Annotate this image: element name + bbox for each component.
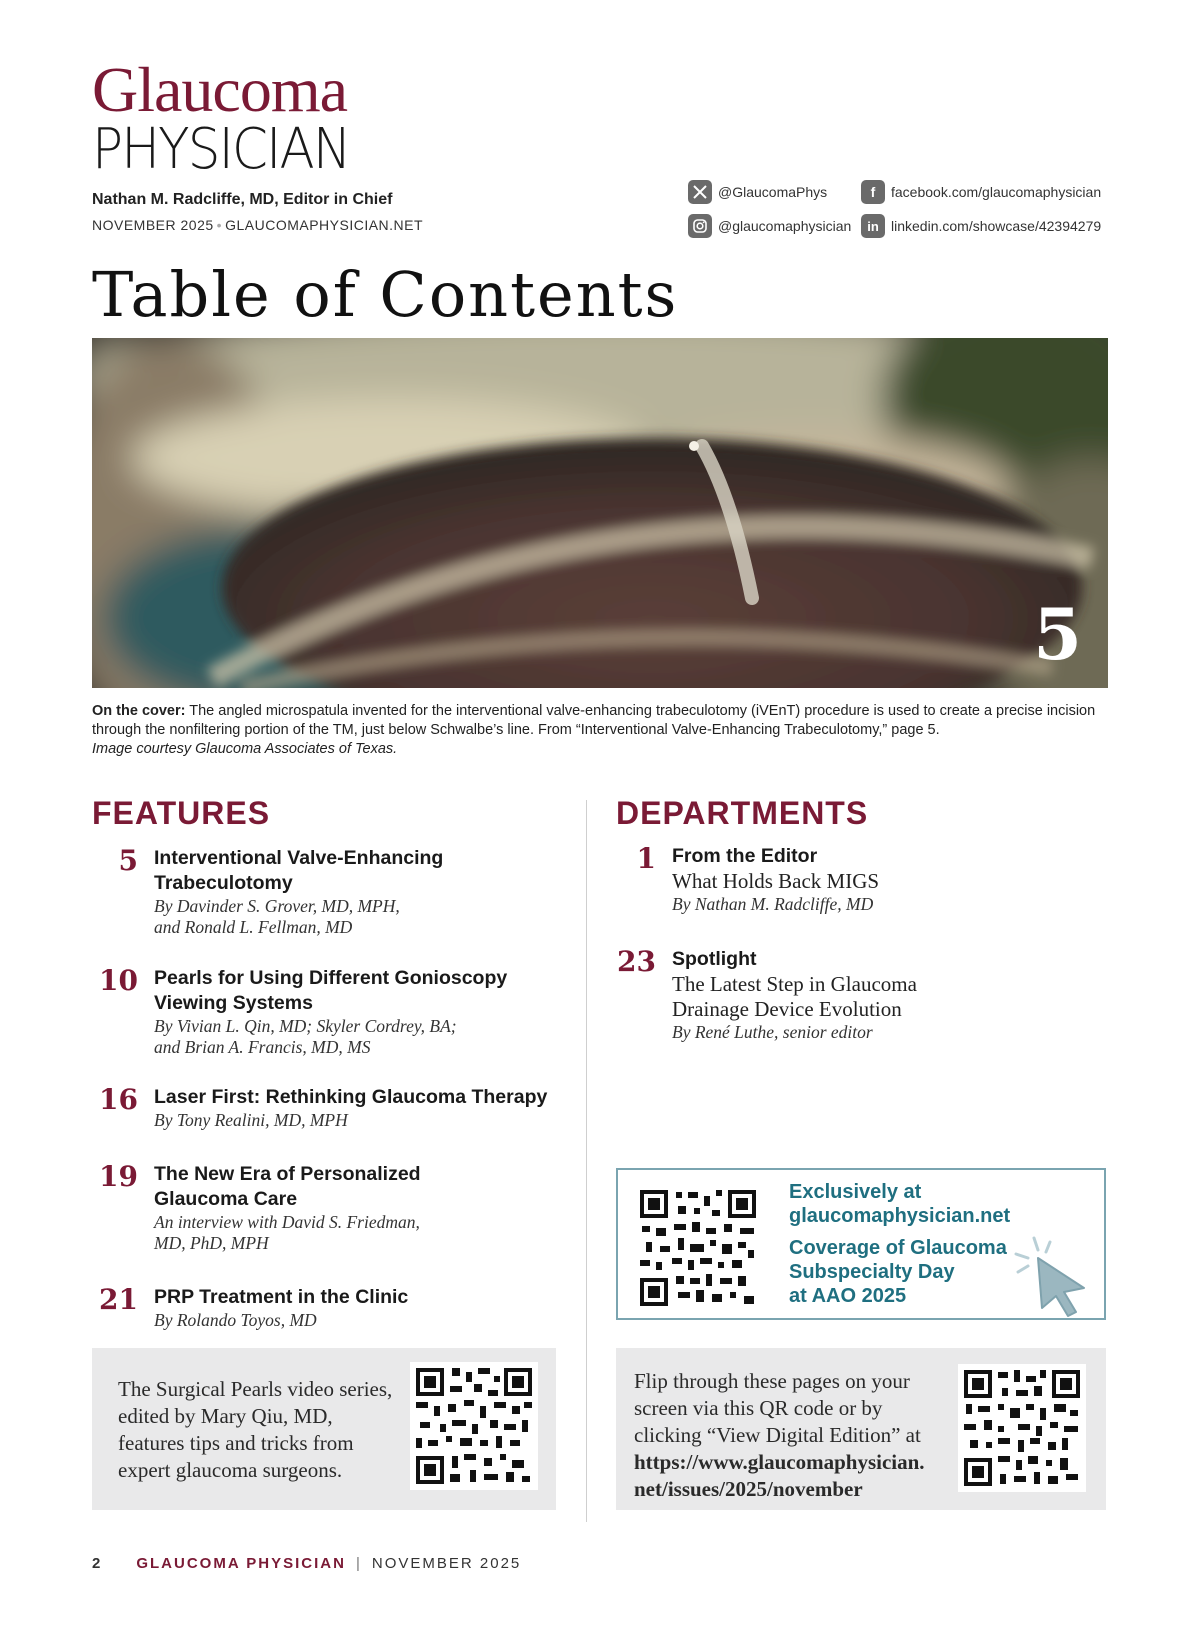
cover-eye-photo [92, 338, 1108, 688]
feature-page: 21 [99, 1283, 138, 1316]
features-heading: FEATURES [92, 795, 271, 831]
feature-byline: An interview with David S. Friedman, [154, 1212, 420, 1232]
promo-line: expert glaucoma surgeons. [118, 1458, 343, 1482]
digital-edition-url[interactable]: net/issues/2025/november [634, 1477, 863, 1501]
web-desc-line: Coverage of Glaucoma [789, 1237, 1007, 1259]
feature-title: The New Era of Personalized [154, 1163, 421, 1185]
feature-page: 5 [118, 844, 138, 877]
feature-title: Laser First: Rethinking Glaucoma Therapy [154, 1086, 548, 1108]
web-exclusive-heading [789, 1180, 1010, 1228]
editor-in-chief: Nathan M. Radcliffe, MD, Editor in Chief [92, 191, 393, 208]
qr-code-icon[interactable] [638, 1188, 758, 1308]
feature-item[interactable] [92, 966, 512, 1058]
qr-code-icon[interactable] [410, 1362, 538, 1490]
social-x[interactable] [688, 180, 827, 204]
digital-edition-url[interactable]: https://www.glaucomaphysician. [634, 1450, 925, 1474]
feature-title: Interventional Valve-Enhancing [154, 847, 444, 869]
department-item[interactable] [610, 947, 1030, 1043]
social-instagram[interactable] [688, 214, 851, 238]
caption-credit: Image courtesy Glaucoma Associates of Texas. [92, 741, 398, 757]
caption-text: The angled microspatula invented for the interventional valve-enhancing trabeculotomy (iVEnT) procedure is used to create a precise incision through the nonfiltering portion of the TM, just below Schwalbe’s line. From “Interventional Valve-Enhancing Trabeculotomy,” page 5. [92, 703, 1096, 738]
feature-byline: MD, PhD, MPH [154, 1233, 269, 1253]
web-exclusive-description [789, 1236, 1007, 1308]
feature-page: 19 [99, 1160, 138, 1193]
feature-title: Viewing Systems [154, 992, 313, 1014]
department-title: From the Editor [672, 845, 818, 867]
footer-magazine-name: GLAUCOMA PHYSICIAN [136, 1555, 346, 1572]
feature-title: PRP Treatment in the Clinic [154, 1286, 409, 1308]
promo-line: screen via this QR code or by [634, 1396, 883, 1420]
logo-physician: PHYSICIAN [92, 117, 350, 182]
web-desc-line: at AAO 2025 [789, 1285, 907, 1307]
feature-item[interactable] [92, 846, 512, 938]
feature-byline: and Ronald L. Fellman, MD [154, 917, 353, 937]
promo-line: The Surgical Pearls video series, [118, 1377, 393, 1401]
cursor-click-icon [1014, 1236, 1100, 1320]
facebook-icon: f [861, 180, 885, 204]
social-linkedin[interactable] [861, 214, 1101, 238]
issue-line: NOVEMBER 2025 • GLAUCOMAPHYSICIAN.NET [92, 217, 424, 233]
promo-line: Flip through these pages on your [634, 1369, 910, 1393]
feature-item[interactable] [92, 1285, 512, 1331]
surgical-pearls-text [118, 1376, 392, 1484]
footer-page-number: 2 [92, 1555, 103, 1572]
cover-image [92, 338, 1108, 688]
feature-page: 16 [99, 1083, 138, 1116]
issue-date: NOVEMBER 2025 [92, 217, 214, 233]
department-byline: By Nathan M. Radcliffe, MD [672, 894, 874, 914]
social-facebook[interactable] [861, 180, 1101, 204]
department-title: Spotlight [672, 948, 757, 970]
social-linkedin-url: linkedin.com/showcase/42394279 [891, 218, 1102, 234]
digital-edition-promo[interactable] [616, 1348, 1106, 1510]
feature-page: 10 [99, 964, 138, 997]
cover-caption [92, 702, 1108, 759]
instagram-icon [688, 214, 712, 238]
promo-line: edited by Mary Qiu, MD, [118, 1404, 333, 1428]
feature-item[interactable] [92, 1085, 572, 1131]
qr-code-icon[interactable] [958, 1364, 1086, 1492]
surgical-pearls-promo[interactable] [92, 1348, 556, 1510]
social-instagram-handle: @glaucomaphysician [718, 218, 852, 234]
feature-item[interactable] [92, 1162, 512, 1254]
footer-divider: | [355, 1555, 362, 1572]
feature-title: Glaucoma Care [154, 1188, 298, 1210]
column-divider [586, 800, 587, 1522]
department-subtitle: What Holds Back MIGS [672, 869, 880, 893]
page-title: Table of Contents [92, 258, 679, 331]
social-x-handle: @GlaucomaPhys [718, 184, 828, 200]
feature-byline: By Rolando Toyos, MD [154, 1310, 317, 1330]
department-page: 1 [636, 842, 656, 875]
departments-heading: DEPARTMENTS [616, 795, 869, 831]
promo-line: features tips and tricks from [118, 1431, 354, 1455]
caption-label: On the cover: [92, 703, 186, 719]
page-footer [92, 1555, 521, 1572]
feature-title: Pearls for Using Different Gonioscopy [154, 967, 508, 989]
website[interactable]: GLAUCOMAPHYSICIAN.NET [225, 217, 424, 233]
feature-byline: By Davinder S. Grover, MD, MPH, [154, 896, 400, 916]
footer-issue: NOVEMBER 2025 [371, 1555, 522, 1572]
department-subtitle: The Latest Step in Glaucoma [672, 972, 917, 996]
department-subtitle: Drainage Device Evolution [672, 997, 902, 1021]
web-heading-line: Exclusively at [789, 1181, 922, 1203]
feature-byline: By Tony Realini, MD, MPH [154, 1110, 348, 1130]
digital-edition-text [634, 1368, 925, 1503]
promo-line: clicking “View Digital Edition” at [634, 1423, 921, 1447]
feature-byline: By Vivian L. Qin, MD; Skyler Cordrey, BA; [154, 1016, 457, 1036]
feature-title: Trabeculotomy [154, 872, 293, 894]
web-heading-url[interactable]: glaucomaphysician.net [789, 1205, 1011, 1227]
social-facebook-url: facebook.com/glaucomaphysician [891, 184, 1102, 200]
x-icon [688, 180, 712, 204]
web-desc-line: Subspecialty Day [789, 1261, 955, 1283]
department-page: 23 [617, 945, 656, 978]
cover-page-number: 5 [1033, 593, 1082, 676]
department-item[interactable] [610, 844, 1030, 915]
linkedin-icon: in [861, 214, 885, 238]
department-byline: By René Luthe, senior editor [672, 1022, 873, 1042]
web-exclusive-box[interactable] [616, 1168, 1106, 1320]
feature-byline: and Brian A. Francis, MD, MS [154, 1037, 371, 1057]
logo-glaucoma: Glaucoma [92, 54, 347, 125]
